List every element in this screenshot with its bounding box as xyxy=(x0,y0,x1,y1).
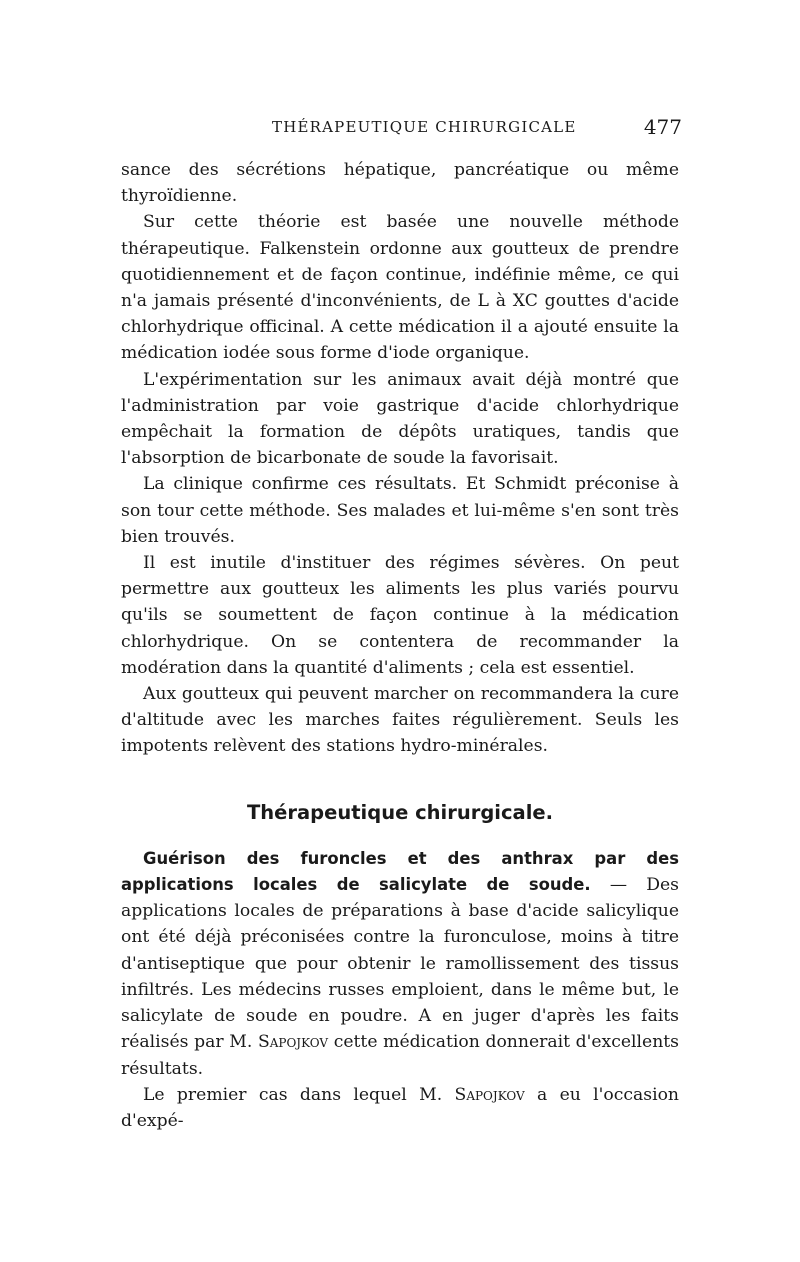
paragraph: Aux goutteux qui peuvent marcher on recommandera la cure d'altitude avec les marches faites régulièrement. Seuls les impotents relèvent des stations hydro-minérales. xyxy=(121,684,679,757)
page-number: 477 xyxy=(643,115,682,139)
section-text-c: Le premier cas dans lequel M. xyxy=(143,1084,455,1105)
paragraph: La clinique confirme ces résultats. Et Schmidt préconise à son tour cette méthode. Ses malades et lui-même s'en sont très bien trouvés. xyxy=(121,474,679,547)
paragraph: Sur cette théorie est basée une nouvelle méthode thérapeutique. Falkenstein ordonne aux goutteux de prendre quotidiennement et de façon continue, indéfinie même, ce qui n'a jamais présenté d'inconvénients, de L à XC gouttes d'acide chlorhydrique officinal. A cette médication il a ajouté ensuite la médication iodée sous forme d'iode organique. xyxy=(121,212,679,364)
running-title: THÉRAPEUTIQUE CHIRURGICALE xyxy=(272,118,577,136)
section-paragraph xyxy=(121,1082,679,1134)
body-text xyxy=(121,157,679,1134)
author-name: Sapojkov xyxy=(257,1032,329,1053)
section-paragraph xyxy=(121,846,679,1082)
section-text-d: a eu l'occasion d'expé- xyxy=(121,1084,679,1131)
paragraph: Il est inutile d'instituer des régimes sévères. On peut permettre aux goutteux les aliments les plus variés pourvu qu'ils se soumettent de façon continue à la médication chlorhydrique. On se contentera de recommander la modération dans la quantité d'aliments ; cela est essentiel. xyxy=(121,553,679,678)
paragraph-continued: sance des sécrétions hépatique, pancréatique ou même thyroïdienne. xyxy=(121,160,679,207)
author-name: Sapojkov xyxy=(454,1084,525,1105)
paragraph: L'expérimentation sur les animaux avait déjà montré que l'administration par voie gastrique d'acide chlorhydrique empêchait la formation de dépôts uratiques, tandis que l'absorption de bicarbonate de soude la favorisait. xyxy=(121,369,679,469)
section-text-b: cette médication donnerait d'excellents résultats. xyxy=(121,1032,679,1079)
section-heading: Thérapeutique chirurgicale. xyxy=(246,800,554,824)
lead-title: Guérison des furoncles et des anthrax par des applications locales de salicylate de soude. xyxy=(121,848,679,895)
section-text-a: — Des applications locales de préparations à base d'acide salicylique ont été déjà préconisées contre la furonculose, moins à titre d'antiseptique que pour obtenir le ramollissement des tissus infiltrés. Les médecins russes emploient, dans le même but, le salicylate de soude en poudre. A en juger d'après les faits réalisés par M. xyxy=(121,875,679,1053)
running-head xyxy=(120,115,682,142)
